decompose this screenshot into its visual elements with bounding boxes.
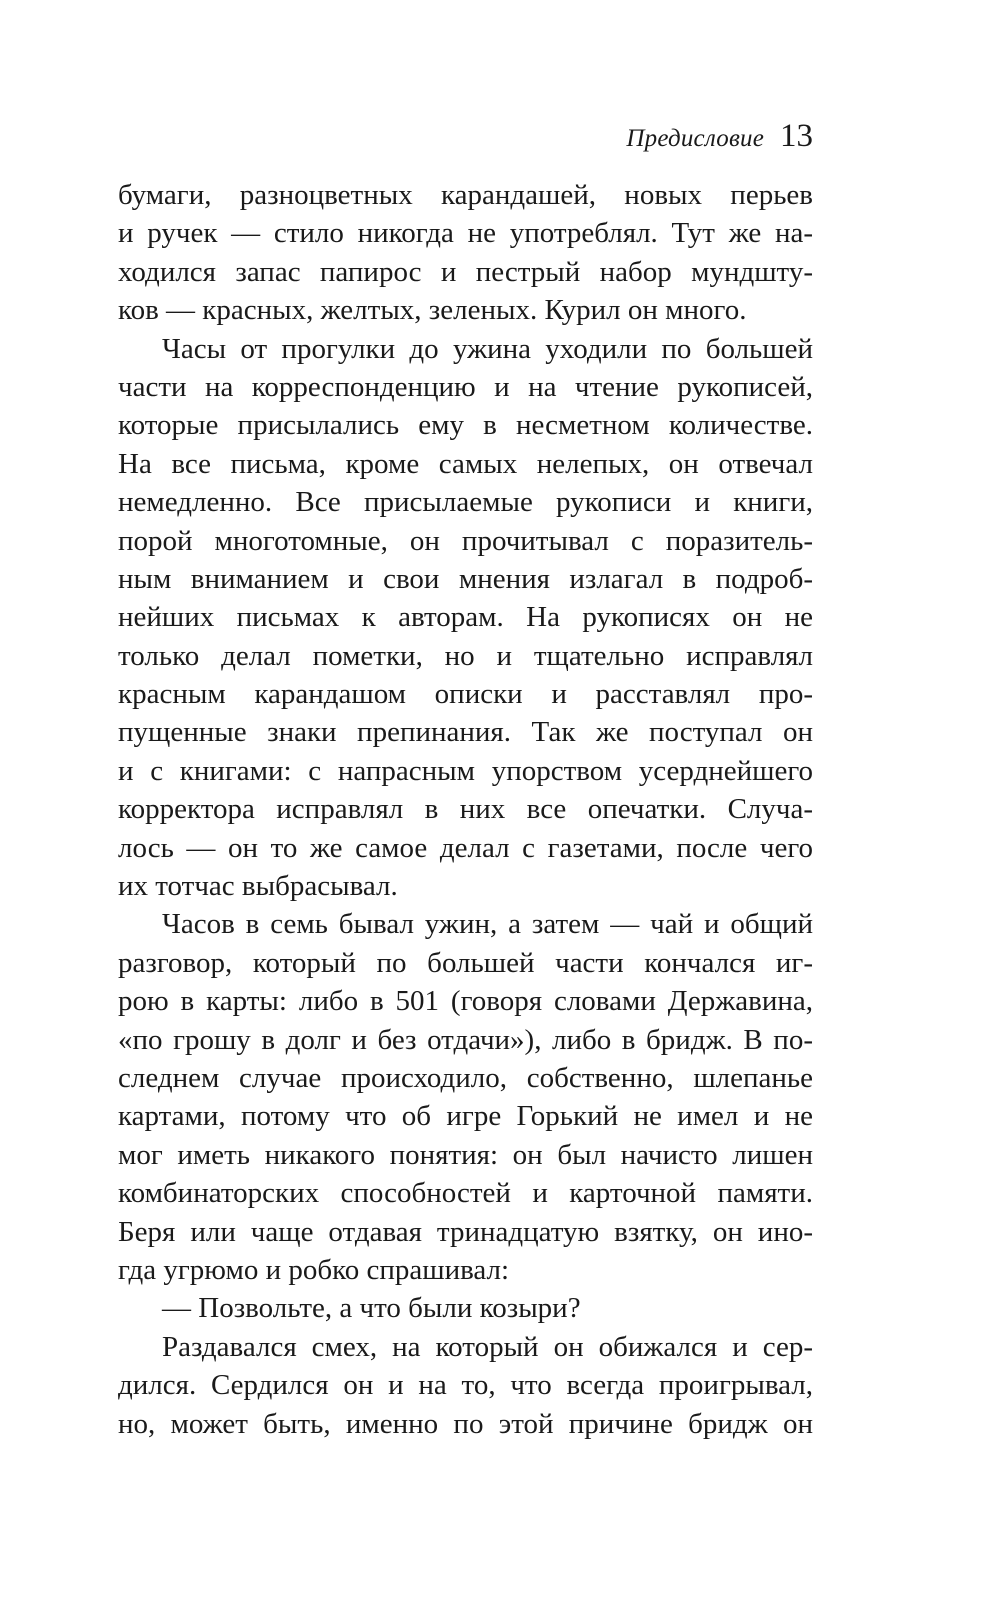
running-header [118, 118, 813, 155]
text-line: гда угрюмо и робко спрашивал: [118, 1253, 510, 1286]
text-line: только делал пометки, но и тщательно исправлял [118, 639, 813, 672]
text-line: — Позвольте, а что были козыри? [162, 1292, 581, 1325]
text-line: ходился запас папирос и пестрый набор мундшту- [118, 255, 813, 288]
text-line: ным вниманием и свои мнения излагал в подроб- [118, 562, 813, 595]
text-line: ков — красных, желтых, зеленых. Курил он много. [118, 294, 747, 327]
page-number: 13 [780, 118, 813, 154]
text-line: Часов в семь бывал ужин, а затем — чай и общий [162, 908, 813, 941]
body-text [118, 176, 813, 1443]
text-line: пущенные знаки препинания. Так же поступал он [118, 716, 813, 749]
text-line: рою в карты: либо в 501 (говоря словами Державина, [118, 985, 813, 1018]
text-line: дился. Сердился он и на то, что всегда проигрывал, [118, 1369, 813, 1402]
text-line: следнем случае происходило, собственно, шлепанье [118, 1061, 813, 1094]
text-line: нейших письмах к авторам. На рукописях он не [118, 601, 813, 634]
text-line: картами, потому что об игре Горький не имел и не [118, 1100, 813, 1133]
chapter-title: Предисловие [626, 125, 764, 152]
text-line: комбинаторских способностей и карточной памяти. [118, 1177, 813, 1210]
text-line: корректора исправлял в них все опечатки. Случа- [118, 793, 813, 826]
text-line: их тотчас выбрасывал. [118, 870, 398, 903]
text-line: мог иметь никакого понятия: он был начисто лишен [118, 1138, 813, 1171]
text-line: «по грошу в долг и без отдачи»), либо в бридж. В по- [118, 1023, 813, 1056]
text-line: лось — он то же самое делал с газетами, после чего [118, 831, 813, 864]
text-line: бумаги, разноцветных карандашей, новых перьев [118, 179, 813, 211]
text-line: порой многотомные, он прочитывал с поразитель- [118, 524, 813, 557]
text-line: Часы от прогулки до ужина уходили по большей [162, 332, 813, 365]
text-line: Раздавался смех, на который он обижался и сер- [162, 1330, 813, 1363]
text-line: которые присылались ему в несметном количестве. [118, 409, 813, 442]
text-line: красным карандашом описки и расставлял про- [118, 678, 813, 711]
text-line: и с книгами: с напрасным упорством усерднейшего [118, 754, 813, 787]
text-line: но, может быть, именно по этой причине бридж он [118, 1407, 813, 1440]
text-line: и ручек — стило никогда не употреблял. Тут же на- [118, 217, 813, 250]
text-line: На все письма, кроме самых нелепых, он отвечал [118, 447, 813, 480]
text-line: немедленно. Все присылаемые рукописи и книги, [118, 486, 813, 519]
text-line: части на корреспонденцию и на чтение рукописей, [118, 370, 813, 403]
text-line: разговор, который по большей части кончался иг- [118, 946, 813, 979]
text-line: Беря или чаще отдавая тринадцатую взятку, он ино- [118, 1215, 813, 1248]
